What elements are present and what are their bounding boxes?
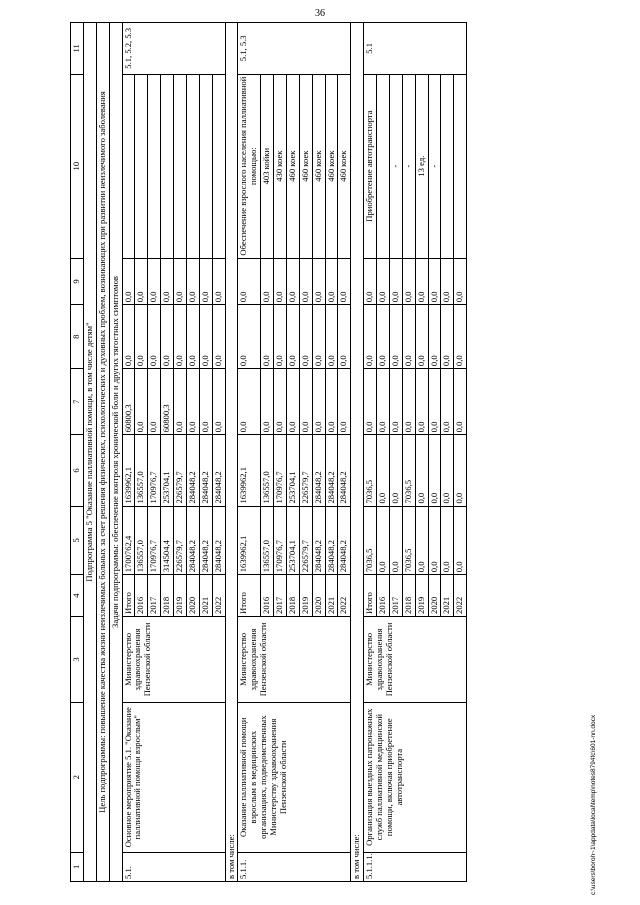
- local-budget-cell: 0,0: [415, 305, 428, 369]
- other-sources-cell: 0,0: [174, 258, 187, 305]
- item-result-value: 460 коек: [299, 74, 312, 258]
- local-budget-cell: 0,0: [312, 305, 325, 369]
- subprogram-goal-row: [96, 23, 109, 882]
- local-budget-cell: 0,0: [364, 305, 377, 369]
- year-cell: 2020: [428, 575, 441, 617]
- regional-budget-cell: 253704,1: [161, 435, 174, 506]
- table-row: [238, 23, 261, 882]
- year-cell: 2017: [389, 575, 402, 617]
- federal-budget-cell: 0,0: [299, 369, 312, 435]
- item-result-value: 460 коек: [286, 74, 299, 258]
- item-name: Основное мероприятие 5.1. "Оказание паллиативной помощи взрослым": [122, 702, 225, 852]
- federal-budget-cell: 0,0: [364, 369, 377, 435]
- year-cell: 2020: [312, 575, 325, 617]
- in-that-number-label: в том числе:: [351, 23, 364, 882]
- local-budget-cell: 0,0: [161, 305, 174, 369]
- item-number: 5.1.1.: [238, 852, 351, 881]
- other-sources-cell: 0,0: [415, 258, 428, 305]
- item-result-value: -: [389, 74, 402, 258]
- local-budget-cell: 0,0: [338, 305, 351, 369]
- local-budget-cell: 0,0: [389, 305, 402, 369]
- item-result-value: [199, 74, 212, 258]
- col-header: 7: [71, 369, 84, 435]
- item-result: [122, 74, 135, 258]
- total-cell: 136557,0: [135, 506, 148, 575]
- total-cell: 284048,2: [212, 506, 225, 575]
- other-sources-cell: 0,0: [122, 258, 135, 305]
- federal-budget-cell: 0,0: [441, 369, 454, 435]
- federal-budget-cell: 0,0: [238, 369, 261, 435]
- federal-budget-cell: 0,0: [325, 369, 338, 435]
- regional-budget-cell: 170976,7: [148, 435, 161, 506]
- year-cell: 2020: [186, 575, 199, 617]
- year-cell: 2018: [286, 575, 299, 617]
- year-cell: 2022: [212, 575, 225, 617]
- total-cell: 284048,2: [325, 506, 338, 575]
- col-header: 2: [71, 702, 84, 852]
- total-cell: 136557,0: [261, 506, 274, 575]
- year-cell: 2019: [174, 575, 187, 617]
- local-budget-cell: 0,0: [135, 305, 148, 369]
- regional-budget-cell: 7036,5: [402, 435, 415, 506]
- total-cell: 0,0: [454, 506, 467, 575]
- item-indicator-link: 5.1: [364, 23, 467, 75]
- federal-budget-cell: 0,0: [174, 369, 187, 435]
- in-that-number-row: [351, 23, 364, 882]
- item-result-value: -: [402, 74, 415, 258]
- federal-budget-cell: 0,0: [338, 369, 351, 435]
- in-that-number-label: в том числе:: [225, 23, 238, 882]
- regional-budget-cell: 0,0: [454, 435, 467, 506]
- col-header: 1: [71, 852, 84, 881]
- total-cell: 7036,5: [402, 506, 415, 575]
- federal-budget-cell: 0,0: [135, 369, 148, 435]
- total-cell: 284048,2: [186, 506, 199, 575]
- other-sources-cell: 0,0: [389, 258, 402, 305]
- total-cell: 0,0: [389, 506, 402, 575]
- total-cell: 284048,2: [199, 506, 212, 575]
- other-sources-cell: 0,0: [299, 258, 312, 305]
- year-cell: 2017: [274, 575, 287, 617]
- page-number: 36: [315, 8, 325, 19]
- total-cell: 1639962,1: [238, 506, 261, 575]
- year-cell: 2017: [148, 575, 161, 617]
- year-cell: 2022: [338, 575, 351, 617]
- local-budget-cell: 0,0: [402, 305, 415, 369]
- program-table: [70, 22, 467, 882]
- year-cell: 2021: [325, 575, 338, 617]
- col-header: 9: [71, 258, 84, 305]
- local-budget-cell: 0,0: [274, 305, 287, 369]
- year-cell: 2018: [161, 575, 174, 617]
- local-budget-cell: 0,0: [122, 305, 135, 369]
- regional-budget-cell: 284048,2: [312, 435, 325, 506]
- col-header: 11: [71, 23, 84, 75]
- year-cell: Итого: [238, 575, 261, 617]
- regional-budget-cell: 284048,2: [325, 435, 338, 506]
- federal-budget-cell: 0,0: [389, 369, 402, 435]
- item-result-value: -: [428, 74, 441, 258]
- total-cell: 170976,7: [274, 506, 287, 575]
- table-row: [364, 23, 377, 882]
- table-row: [122, 23, 135, 882]
- federal-budget-cell: 0,0: [274, 369, 287, 435]
- item-result-value: 403 койки: [261, 74, 274, 258]
- subprogram-title-row: [83, 23, 96, 882]
- item-name: Организация выездных патронажных служб паллиативной медицинской помощи, включая приобретение автотранспорта: [364, 702, 467, 852]
- local-budget-cell: 0,0: [325, 305, 338, 369]
- local-budget-cell: 0,0: [261, 305, 274, 369]
- rotated-table-container: [70, 22, 590, 882]
- year-cell: 2021: [441, 575, 454, 617]
- federal-budget-cell: 0,0: [186, 369, 199, 435]
- regional-budget-cell: 0,0: [377, 435, 390, 506]
- footer-file-path: c:\users\boroh~1\appdata\local\temp\notes8794fc\601-nn.docx: [590, 714, 597, 895]
- other-sources-cell: 0,0: [212, 258, 225, 305]
- regional-budget-cell: 0,0: [428, 435, 441, 506]
- year-cell: Итого: [122, 575, 135, 617]
- regional-budget-cell: 0,0: [441, 435, 454, 506]
- item-result-value: [212, 74, 225, 258]
- other-sources-cell: 0,0: [261, 258, 274, 305]
- item-executor: Министерство здравоохранения Пензенской области: [238, 616, 351, 702]
- federal-budget-cell: 0,0: [261, 369, 274, 435]
- total-cell: 7036,5: [364, 506, 377, 575]
- local-budget-cell: 0,0: [377, 305, 390, 369]
- other-sources-cell: 0,0: [274, 258, 287, 305]
- other-sources-cell: 0,0: [428, 258, 441, 305]
- item-result-value: 460 коек: [312, 74, 325, 258]
- other-sources-cell: 0,0: [148, 258, 161, 305]
- item-number: 5.1.1.1.: [364, 852, 467, 881]
- item-result-value: [161, 74, 174, 258]
- local-budget-cell: 0,0: [428, 305, 441, 369]
- item-result-value: [148, 74, 161, 258]
- regional-budget-cell: 284048,2: [338, 435, 351, 506]
- item-result-value: [441, 74, 454, 258]
- year-cell: 2016: [261, 575, 274, 617]
- other-sources-cell: 0,0: [312, 258, 325, 305]
- total-cell: 253704,1: [286, 506, 299, 575]
- regional-budget-cell: 253704,1: [286, 435, 299, 506]
- other-sources-cell: 0,0: [186, 258, 199, 305]
- item-result-value: [174, 74, 187, 258]
- federal-budget-cell: 0,0: [377, 369, 390, 435]
- local-budget-cell: 0,0: [454, 305, 467, 369]
- year-cell: 2022: [454, 575, 467, 617]
- item-result: Обеспечение взрослого населения паллиативной помощью:: [238, 74, 261, 258]
- total-cell: 284048,2: [312, 506, 325, 575]
- item-name: Оказание паллиативной помощи взрослым в медицинских организациях, подведомственных Министерству здравоохранения Пензенской области: [238, 702, 351, 852]
- regional-budget-cell: 284048,2: [212, 435, 225, 506]
- federal-budget-cell: 0,0: [312, 369, 325, 435]
- item-result-value: 430 коек: [274, 74, 287, 258]
- col-header: 5: [71, 506, 84, 575]
- item-result-value: 460 коек: [338, 74, 351, 258]
- federal-budget-cell: 0,0: [415, 369, 428, 435]
- regional-budget-cell: 284048,2: [186, 435, 199, 506]
- item-indicator-link: 5.1, 5.3: [238, 23, 351, 75]
- local-budget-cell: 0,0: [212, 305, 225, 369]
- other-sources-cell: 0,0: [338, 258, 351, 305]
- year-cell: 2019: [299, 575, 312, 617]
- local-budget-cell: 0,0: [441, 305, 454, 369]
- total-cell: 0,0: [377, 506, 390, 575]
- other-sources-cell: 0,0: [377, 258, 390, 305]
- item-result-value: [186, 74, 199, 258]
- local-budget-cell: 0,0: [186, 305, 199, 369]
- total-cell: 226579,7: [174, 506, 187, 575]
- year-cell: 2018: [402, 575, 415, 617]
- total-cell: 226579,7: [299, 506, 312, 575]
- item-result-value: [135, 74, 148, 258]
- year-cell: 2016: [135, 575, 148, 617]
- subprogram-goal: Цель подпрограммы: повышение качества жизни неизлечимых больных за счет решения физических, психологических и духовных проблем, возникающих при развитии неизлечимого заболевания: [96, 23, 109, 882]
- other-sources-cell: 0,0: [199, 258, 212, 305]
- other-sources-cell: 0,0: [238, 258, 261, 305]
- total-cell: 1700762,4: [122, 506, 135, 575]
- item-number: 5.1.: [122, 852, 225, 881]
- year-cell: 2016: [377, 575, 390, 617]
- regional-budget-cell: 0,0: [389, 435, 402, 506]
- other-sources-cell: 0,0: [402, 258, 415, 305]
- subprogram-task: Задачи подпрограммы: обеспечение контроля хронической боли и других тягостных симптомов: [109, 23, 122, 882]
- federal-budget-cell: 0,0: [212, 369, 225, 435]
- subprogram-title: Подпрограмма 5 "Оказание паллиативной помощи, в том числе детям": [83, 23, 96, 882]
- year-cell: 2021: [199, 575, 212, 617]
- regional-budget-cell: 0,0: [415, 435, 428, 506]
- other-sources-cell: 0,0: [364, 258, 377, 305]
- item-result-value: 13 ед.: [415, 74, 428, 258]
- federal-budget-cell: 0,0: [428, 369, 441, 435]
- item-result-value: [377, 74, 390, 258]
- other-sources-cell: 0,0: [161, 258, 174, 305]
- regional-budget-cell: 7036,5: [364, 435, 377, 506]
- local-budget-cell: 0,0: [148, 305, 161, 369]
- local-budget-cell: 0,0: [286, 305, 299, 369]
- total-cell: 314504,4: [161, 506, 174, 575]
- federal-budget-cell: 0,0: [286, 369, 299, 435]
- regional-budget-cell: 136557,0: [261, 435, 274, 506]
- column-number-row: [71, 23, 84, 882]
- local-budget-cell: 0,0: [238, 305, 261, 369]
- col-header: 3: [71, 616, 84, 702]
- subprogram-task-row: [109, 23, 122, 882]
- federal-budget-cell: 0,0: [199, 369, 212, 435]
- col-header: 10: [71, 74, 84, 258]
- item-result-value: [454, 74, 467, 258]
- item-indicator-link: 5.1, 5.2, 5.3: [122, 23, 225, 75]
- federal-budget-cell: 0,0: [454, 369, 467, 435]
- other-sources-cell: 0,0: [135, 258, 148, 305]
- regional-budget-cell: 1639962,1: [122, 435, 135, 506]
- regional-budget-cell: 136557,0: [135, 435, 148, 506]
- item-result: Приобретение автотранспорта: [364, 74, 377, 258]
- regional-budget-cell: 284048,2: [199, 435, 212, 506]
- regional-budget-cell: 1639962,1: [238, 435, 261, 506]
- regional-budget-cell: 226579,7: [174, 435, 187, 506]
- regional-budget-cell: 226579,7: [299, 435, 312, 506]
- item-executor: Министерство здравоохранения Пензенской области: [122, 616, 225, 702]
- local-budget-cell: 0,0: [199, 305, 212, 369]
- other-sources-cell: 0,0: [325, 258, 338, 305]
- other-sources-cell: 0,0: [441, 258, 454, 305]
- year-cell: Итого: [364, 575, 377, 617]
- item-executor: Министерство здравоохранения Пензенской области: [364, 616, 467, 702]
- total-cell: 284048,2: [338, 506, 351, 575]
- total-cell: 0,0: [441, 506, 454, 575]
- federal-budget-cell: 60800,3: [122, 369, 135, 435]
- item-result-value: 460 коек: [325, 74, 338, 258]
- local-budget-cell: 0,0: [174, 305, 187, 369]
- col-header: 6: [71, 435, 84, 506]
- federal-budget-cell: 0,0: [402, 369, 415, 435]
- other-sources-cell: 0,0: [454, 258, 467, 305]
- year-cell: 2019: [415, 575, 428, 617]
- local-budget-cell: 0,0: [299, 305, 312, 369]
- regional-budget-cell: 170976,7: [274, 435, 287, 506]
- total-cell: 0,0: [428, 506, 441, 575]
- in-that-number-row: [225, 23, 238, 882]
- federal-budget-cell: 60800,3: [161, 369, 174, 435]
- total-cell: 0,0: [415, 506, 428, 575]
- federal-budget-cell: 0,0: [148, 369, 161, 435]
- col-header: 4: [71, 575, 84, 617]
- total-cell: 170976,7: [148, 506, 161, 575]
- col-header: 8: [71, 305, 84, 369]
- other-sources-cell: 0,0: [286, 258, 299, 305]
